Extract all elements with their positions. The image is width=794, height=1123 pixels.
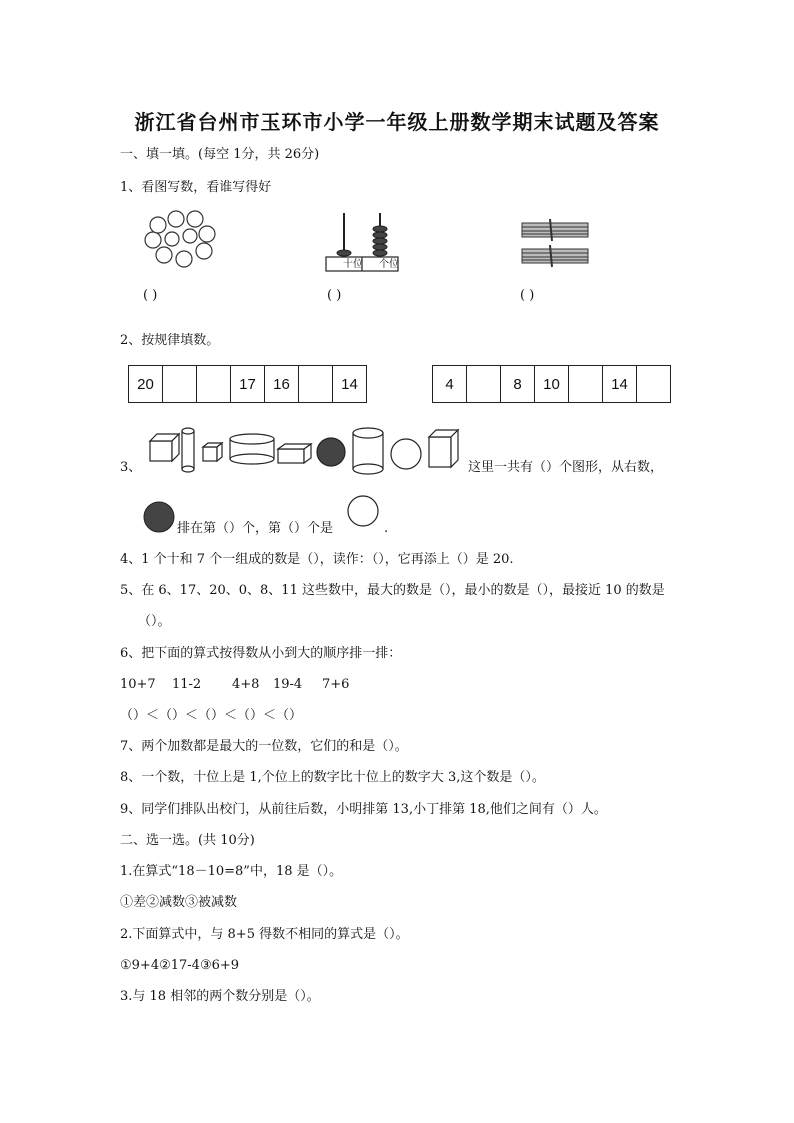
question-5-line-1: 5、在 6、17、20、0、8、11 这些数中，最大的数是（），最小的数是（），最接近 10 的数是 xyxy=(120,583,665,598)
seq-b-cell[interactable] xyxy=(467,366,501,402)
question-8: 8、一个数，十位上是 1,个位上的数字比十位上的数字大 3,这个数是（）。 xyxy=(120,770,545,785)
page-title: 浙江省台州市玉环市小学一年级上册数学期末试题及答案 xyxy=(134,110,660,134)
stick-bundles-icon xyxy=(522,219,588,267)
answer-blank-2[interactable]: ( ) xyxy=(327,288,342,303)
expression-1: 10+7 xyxy=(120,677,156,692)
q3-shapes-row xyxy=(145,425,465,477)
section-heading-choose: 二、选一选。(共 10分) xyxy=(120,833,255,848)
seq-b-cell[interactable]: 10 xyxy=(535,366,569,402)
seq-a-cell[interactable]: 14 xyxy=(341,375,358,393)
order-blanks[interactable]: （）＜（）＜（）＜（）＜（） xyxy=(120,708,303,723)
seq-a-cell[interactable] xyxy=(197,366,231,402)
cylinder-icon xyxy=(353,428,383,474)
question-2: 2、按规律填数。 xyxy=(120,333,220,348)
expression-2: 11-2 xyxy=(172,677,202,692)
question-9: 9、同学们排队出校门，从前往后数，小明排第 13,小丁排第 18,他们之间有（）人。 xyxy=(120,802,607,817)
choice-question-3: 3.与 18 相邻的两个数分别是（）。 xyxy=(120,989,320,1004)
seq-b-cell[interactable]: 4 xyxy=(433,366,467,402)
circle-icon xyxy=(346,494,380,528)
abacus-ones-label: 个位 xyxy=(379,259,399,270)
seq-a-cell[interactable]: 16 xyxy=(265,366,299,402)
question-3-text-b: 排在第（）个，第（）个是 xyxy=(177,521,334,536)
cuboid-icon xyxy=(278,444,311,463)
section-heading-fill: 一、填一填。(每空 1分，共 26分) xyxy=(120,147,320,162)
answer-blank-3[interactable]: ( ) xyxy=(520,288,535,303)
question-4: 4、1 个十和 7 个一组成的数是（），读作：（），它再添上（）是 20. xyxy=(120,552,514,567)
choice-question-1: 1.在算式“18－10=8”中，18 是（）。 xyxy=(120,864,343,879)
seq-b-cell[interactable]: 14 xyxy=(603,366,637,402)
seq-a-cell[interactable]: 17 xyxy=(231,366,265,402)
question-3-period: . xyxy=(384,521,389,536)
question-6: 6、把下面的算式按得数从小到大的顺序排一排： xyxy=(120,646,402,661)
dark-ball-icon xyxy=(317,438,345,466)
question-3-number: 3、 xyxy=(120,460,142,475)
choice-options-2: ①9+4②17-4③6+9 xyxy=(120,958,240,973)
seq-a-cell[interactable]: 20 xyxy=(129,366,163,402)
circle-icon xyxy=(391,439,421,469)
flat-cylinder-icon xyxy=(230,434,274,464)
seq-b-cell[interactable] xyxy=(569,366,603,402)
q1-picture-panel xyxy=(120,205,606,313)
seq-a-cell[interactable] xyxy=(163,366,197,402)
sequence-row-a xyxy=(128,365,367,403)
q3-shapes xyxy=(145,425,465,477)
answer-blank-1[interactable]: ( ) xyxy=(143,288,158,303)
seq-a-cell[interactable] xyxy=(299,366,333,402)
cube-icon xyxy=(150,434,179,461)
seq-b-cell[interactable] xyxy=(637,366,670,402)
tall-cuboid-icon xyxy=(429,430,458,467)
circle-ring xyxy=(145,211,215,267)
question-7: 7、两个加数都是最大的一位数，它们的和是（）。 xyxy=(120,739,408,754)
expression-5: 7+6 xyxy=(322,677,350,692)
choice-options-1: ①差②减数③被减数 xyxy=(120,895,238,910)
question-1: 1、看图写数，看谁写得好 xyxy=(120,180,272,195)
question-3-text-a: 这里一共有（）个图形，从右数， xyxy=(468,460,664,475)
expression-4: 19-4 xyxy=(273,677,303,692)
choice-question-2: 2.下面算式中，与 8+5 得数不相同的算式是（）。 xyxy=(120,927,409,942)
abacus-tens-label: 十位 xyxy=(343,259,363,270)
expression-3: 4+8 xyxy=(232,677,260,692)
small-cube-icon xyxy=(203,443,222,461)
dark-ball-icon xyxy=(142,500,176,534)
sequence-row-b xyxy=(432,365,671,403)
tall-cylinder-icon xyxy=(182,428,194,472)
question-5-line-2: （）。 xyxy=(138,614,171,629)
seq-b-cell[interactable]: 8 xyxy=(501,366,535,402)
